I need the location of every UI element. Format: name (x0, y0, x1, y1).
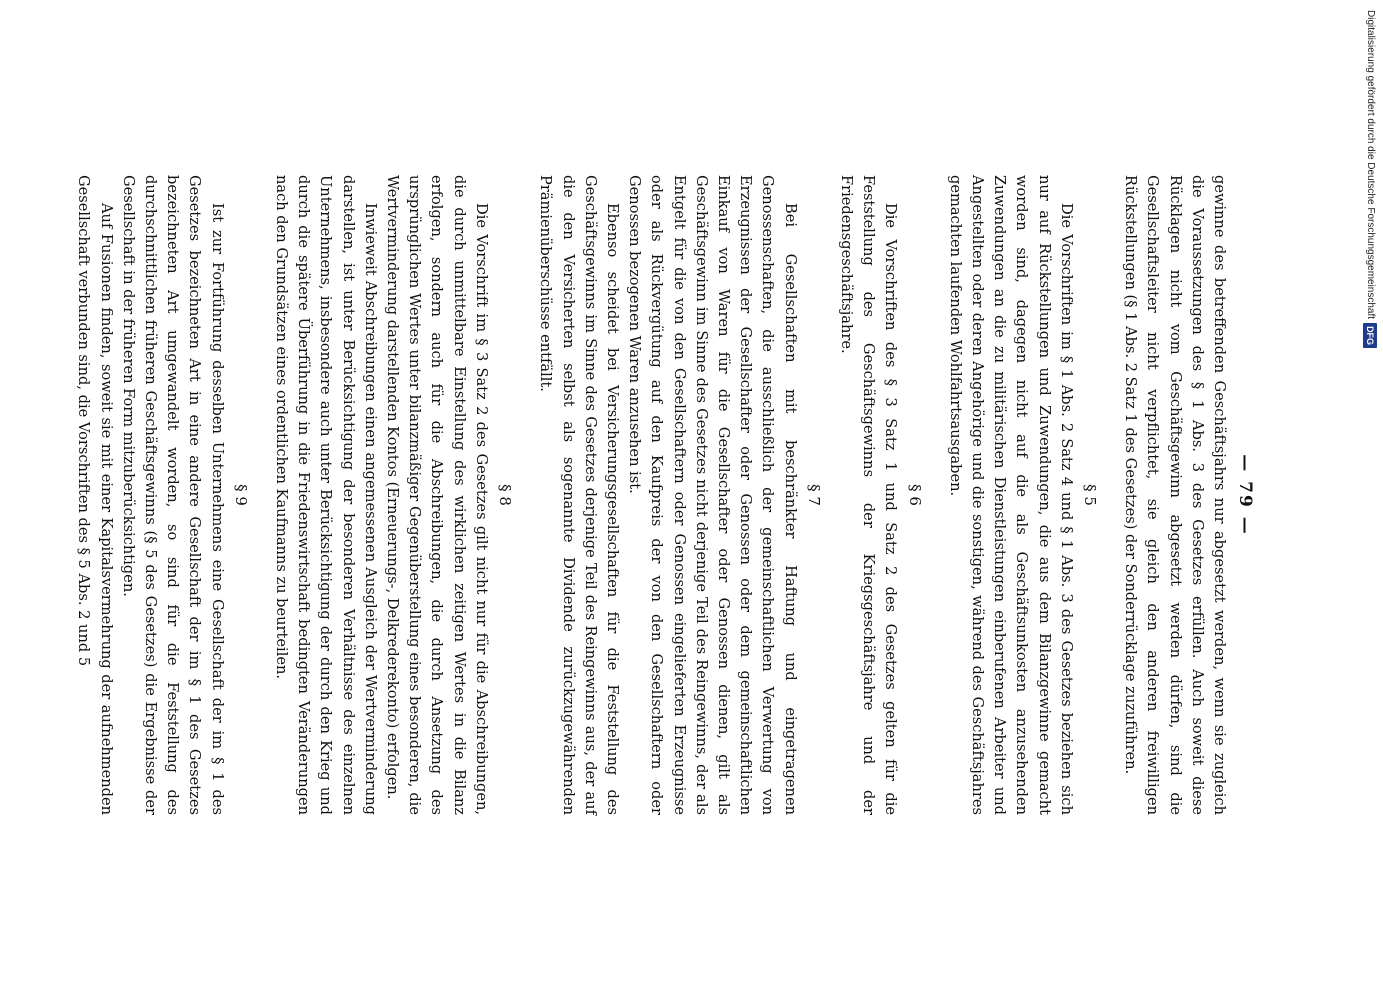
digitization-credit (1363, 10, 1377, 400)
section-8-paragraph-1: Die Vorschrift im § 3 Satz 2 des Gesetzes gilt nicht nur für die Abschreibungen, die durch unmittelbare Einstellung des wirklichen zeitigen Wertes in die Bilanz erfolgen, sondern auch für die Abschreibungen, die durch Ansetzung des ursprünglichen Wertes unter bilanzmäßiger Gegenüberstellung eines besonderen, die Wertverminderung darstellenden Kontos (Erneuerungs-, Delkrederekonto) erfolgen. (384, 175, 490, 815)
section-heading-6: § 6 (905, 484, 924, 506)
section-6-paragraph-1: Die Vorschriften des § 3 Satz 1 und Satz 2 des Gesetzes gelten für die Feststellung des Geschäftsgewinns der Kriegsgeschäftsjahre und der Friedensgeschäftsjahre. (837, 175, 900, 815)
section-heading-8: § 8 (496, 484, 515, 506)
section-9-paragraph-2: Auf Fusionen finden, soweit sie mit einer Kapitalsvermehrung der aufnehmenden Gesellschaft verbunden sind, die Vorschriften des § 5 Abs. 2 und 5 (75, 175, 115, 815)
page-number: — 79 — (1235, 454, 1255, 536)
section-8-paragraph-2: Inwieweit Abschreibungen einen angemessenen Ausgleich der Wertverminderung darstellen, ist unter Berücksichtigung der besonderen Verhältnisse des einzelnen Unternehmens, insbesondere auch unter Berücksichtigung der durch den Krieg und durch die spätere Überführung in die Friedenswirtschaft bedingten Veränderungen nach den Grundsätzen eines ordentlichen Kaufmanns zu beurteilen. (273, 175, 379, 815)
credit-text: Digitalisierung gefördert durch die Deutsche Forschungsgemeinschaft (1365, 10, 1376, 320)
section-5-paragraph-1: Die Vorschriften im § 1 Abs. 2 Satz 4 und § 1 Abs. 3 des Gesetzes beziehen sich nur auf Rückstellungen und Zuwendungen, die aus dem Bilanzgewinne gemacht worden sind, dagegen nicht auf die als Geschäftsunkosten anzusehenden Zuwendungen an die zu militärischen Dienstleistungen einberufenen Arbeiter und Angestellten oder deren Angehörige und die sonstigen, während des Geschäftsjahres gemachten laufenden Wohlfahrtsausgaben. (946, 175, 1075, 815)
section-heading-9: § 9 (231, 484, 250, 506)
section-heading-5: § 5 (1080, 484, 1099, 506)
section-7-paragraph-1: Bei Gesellschaften mit beschränkter Haftung und eingetragenen Genossenschaften, die ausschließlich der gemeinschaftlichen Verwertung von Erzeugnissen der Gesellschafter oder Genossen oder dem gemeinschaftlichen Einkauf von Waren für die Gesellschafter oder Genossen dienen, gilt als Geschäftsgewinn im Sinne des Gesetzes nicht derjenige Teil des Reingewinns, der als Entgelt für die von den Gesellschaftern oder Genossen eingelieferten Erzeugnisse oder als Rückvergütung auf den Kaufpreis der von den Gesellschaftern oder Genossen bezogenen Waren anzusehen ist. (626, 175, 799, 815)
section-9-paragraph-1: Ist zur Fortführung desselben Unternehmens eine Gesellschaft der im § 1 des Gesetzes bezeichneten Art in eine andere Gesellschaft der im § 1 des Gesetzes bezeichneten Art umgewandelt worden, so sind für die Feststellung des durchschnittlichen früheren Geschäftsgewinns (§ 5 des Gesetzes) die Ergebnisse der Gesellschaft in der früheren Form mitzuberücksichtigen. (119, 175, 226, 815)
rotated-page (75, 175, 1255, 815)
section-7-paragraph-2: Ebenso scheidet bei Versicherungsgesellschaften für die Feststellung des Geschäftsgewinns im Sinne des Gesetzes derjenige Teil des Reingewinns aus, der auf die den Versicherten selbst als sogenannte Dividende zurückzugewährenden Prämienüberschüsse entfällt. (537, 175, 621, 815)
intro-paragraph: gewinne des betreffenden Geschäftsjahrs nur abgesetzt werden, wenn sie zugleich die Voraussetzungen des § 1 Abs. 3 des Gesetzes erfüllen. Auch soweit diese Rücklagen nicht vom Geschäftsgewinn abgesetzt werden dürfen, sind die Gesellschaftsleiter nicht verpflichtet, sie gleich den anderen freiwilligen Rückstellungen (§ 1 Abs. 2 Satz 1 des Gesetzes) der Sonderrücklage zuzuführen. (1122, 175, 1228, 815)
dfg-logo: DFG (1363, 323, 1377, 348)
section-heading-7: § 7 (804, 484, 823, 506)
